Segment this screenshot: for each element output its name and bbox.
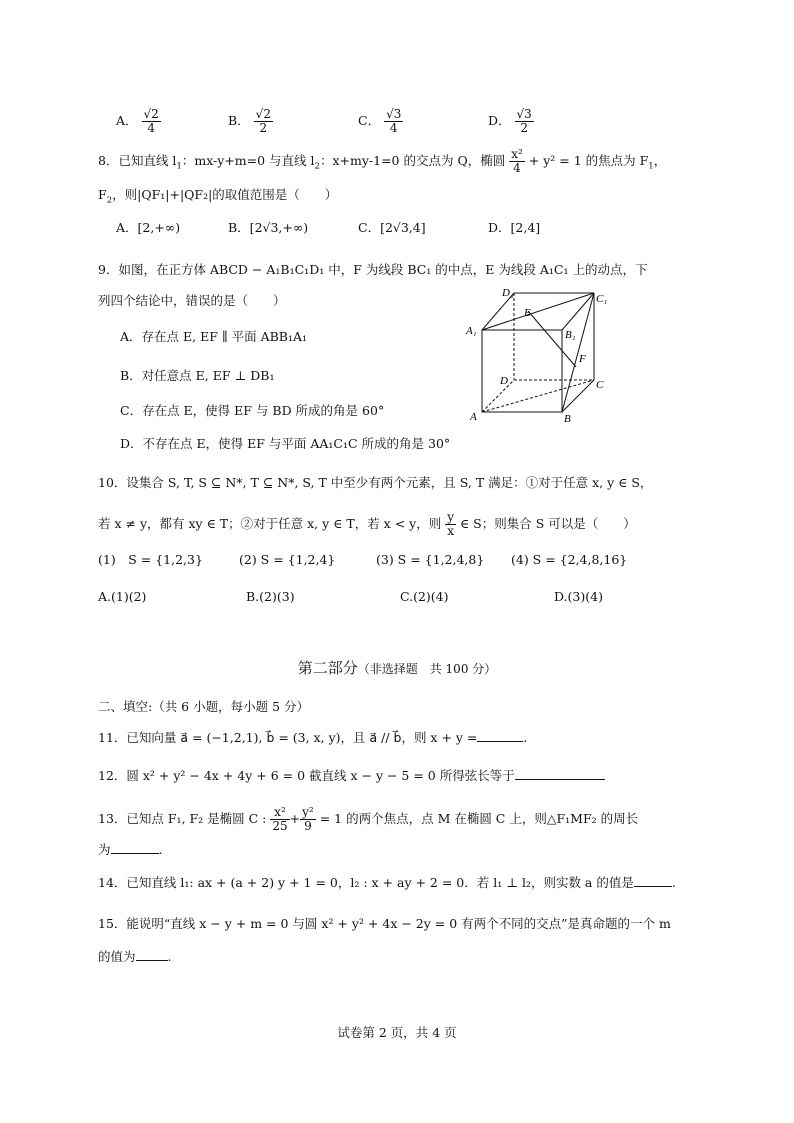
q13-blank [111,841,159,854]
q9-option-d: D．不存在点 E，使得 EF 与平面 AA₁C₁C 所成的角是 30° [120,436,451,451]
q7-option-b: B． $\frac{√2}{2}$ [228,107,271,135]
q9-option-a: A．存在点 E, EF ∥ 平面 ABB₁A₁ [120,329,308,344]
part2-subtitle: （非选择题 共 100 分） [357,662,497,676]
label-d: D [500,375,508,387]
cube-figure [462,284,612,424]
q8-option-d: D．[2,4] [488,220,541,235]
q11: 11．已知向量 a⃗ = (−1,2,1), b⃗ = (3, x, y)，且 a⃗ // b⃗，则 x + y = . [98,730,528,745]
label-f: F [579,353,586,365]
q10-line1: 10．设集合 S, T, S ⊆ N*, T ⊆ N*, S, T 中至少有两个元素，且 S, T 满足：①对于任意 x, y ∈ S， [98,475,653,490]
q15-line1: 15．能说明“直线 x − y + m = 0 与圆 x² + y² + 4x − 2y = 0 有两个不同的交点”是真命题的一个 m [98,916,671,931]
label-a1: A₁ [466,325,477,337]
q9-option-b: B．对任意点 E, EF ⊥ DB₁ [120,368,275,383]
q15-blank [136,948,168,961]
q13-line2: 为 . [98,842,163,857]
q10-set-1: (1) S = {1,2,3} [98,552,203,567]
q12-blank [515,767,605,780]
q15-line2: 的值为 . [98,949,172,964]
q10-set-3: (3) S = {1,2,4,8} [376,552,485,567]
q7-option-c: C． $\frac{√3}{4}$ [358,107,402,135]
label-e: E [524,307,531,319]
part2-heading [0,657,794,678]
q9-option-c: C．存在点 E，使得 EF 与 BD 所成的角是 60° [120,403,385,418]
q14-blank [634,874,672,887]
label-c: C [596,379,604,391]
label-b1: B₁ [565,329,576,341]
q12: 12．圆 x² + y² − 4x + 4y + 6 = 0 截直线 x − y − 5 = 0 所得弦长等于 [98,767,605,785]
q8-option-a: A．[2,+∞) [116,220,181,235]
q10-line2: 若 x ≠ y，都有 xy ∈ T；②对于任意 x, y ∈ T，若 x < y，则 $\frac{y}{x}$ ∈ S；则集合 S 可以是（ ） [98,510,636,538]
q8-line2: $F_2$，则|QF₁|+|QF₂|的取值范围是（ ） [98,187,338,206]
q10-set-2: (2) S = {1,2,4} [239,552,336,567]
label-b: B [564,413,571,424]
q7-option-d: D． $\frac{√3}{2}$ [488,107,532,135]
q10-option-a: A.(1)(2) [98,589,147,604]
q13-line1: 13．已知点 F₁, F₂ 是椭圆 C : $\frac{\text{x²}}{25}$ + $\frac{\text{y²}}{9}$ = 1 的两个焦点，点 M 在椭圆 C 上，则△F₁MF₂ 的周长 [98,805,639,833]
page-footer: 试卷第 2 页，共 4 页 [337,1025,457,1040]
section2-heading: 二、填空:（共 6 小题，每小题 5 分） [98,699,310,714]
q9-line1: 9．如图，在正方体 ABCD − A₁B₁C₁D₁ 中，F 为线段 BC₁ 的中点，E 为线段 A₁C₁ 上的动点，下 [98,262,648,277]
q10-set-4: (4) S = {2,4,8,16} [511,552,628,567]
q10-option-d: D.(3)(4) [554,589,603,604]
part2-title: 第二部分 [297,659,358,677]
q11-blank [477,729,523,742]
label-a: A [470,411,477,423]
q8-option-b: B．[2√3,+∞) [228,220,309,235]
label-c1: C₁ [596,293,608,305]
q9-line2: 列四个结论中，错误的是（ ） [98,293,286,308]
q10-option-c: C.(2)(4) [400,589,449,604]
q8-line1: 8．已知直线 $l_1$：mx-y+m=0 与直线 $l_2$：x+my-1=0 的交点为 Q，椭圆 $\frac{\text{x²}}{4}$ + y² = 1 的焦点为 $F_1$， [98,147,667,175]
q7-option-a: A． $\frac{√2}{4}$ [116,107,159,135]
q14: 14．已知直线 l₁: ax + (a + 2) y + 1 = 0，l₂ : x + ay + 2 = 0．若 l₁ ⊥ l₂，则实数 a 的值是 . [98,875,676,890]
q8-option-c: C．[2√3,4] [358,220,426,235]
q10-option-b: B.(2)(3) [246,589,295,604]
label-d1: D₁ [502,287,514,299]
